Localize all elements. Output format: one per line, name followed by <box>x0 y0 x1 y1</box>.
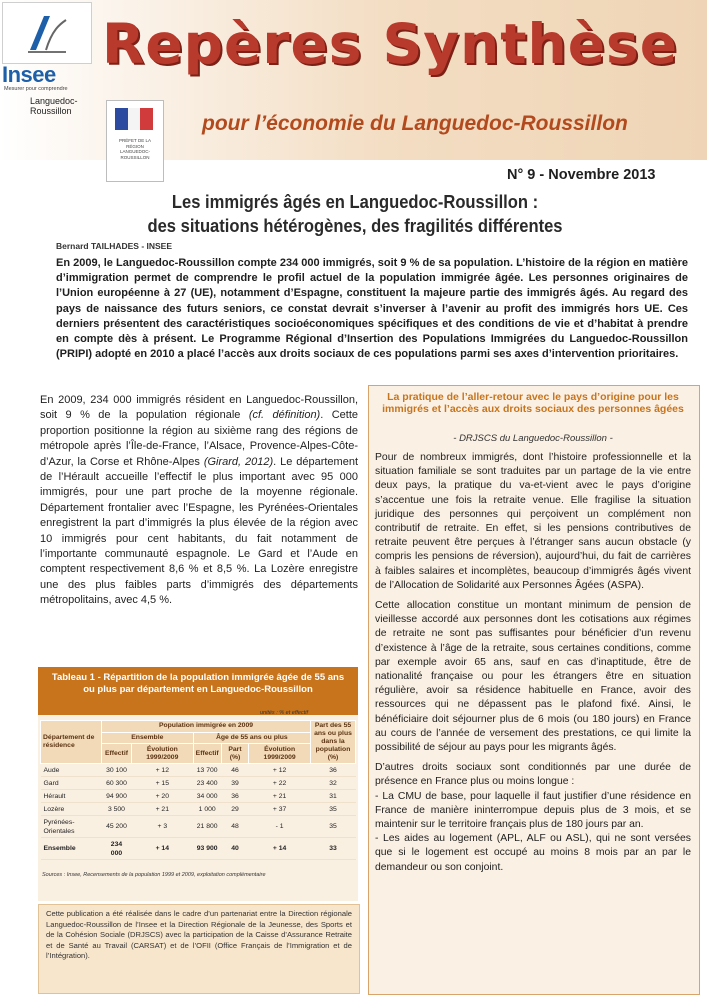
marianne-flag-icon <box>115 108 153 130</box>
table-row <box>41 764 356 777</box>
sidebar-paragraph: Pour de nombreux immigrés, dont l’histoire professionnelle et la situation familiale se sont traduites par un partage de la vie entre deux pays, la pratique du va-et-vient avec le pays d’origine s’accentue une fois la retraite venue. Elle fragilise la situation juridique des personnes qui perçoivent un complément non contributif de retraite. En effet, si les pensions contributives de retraite peuvent être perçues à l’étranger sans aucun obstacle (y compris les pensions de réversion), aujourd’hui, du fait de carrières à faibles salaires et incomplètes, beaucoup d’immigrés âgés vivent de l’Allocation de Solidarité aux Personnes Âgées (ASPA). <box>375 452 691 591</box>
cell-effectif-55: 1 000 <box>193 803 221 816</box>
article-lead: En 2009, le Languedoc-Roussillon compte 234 000 immigrés, soit 9 % de sa population. L’histoire de la région en matière d’immigration permet de comprendre le profil actuel de la population immigrée âgée. Les personnes originaires de l’Union européenne à 27 (UE), notamment d’Espagne, constituent la majeure partie des immigrés âgés. Au regard des pays de naissance des futurs seniors, ce constat devrait s’inverser à l’avenir au profit des immigrés hors UE. Ces derniers présentent des caractéristiques socioéconomiques spécifiques et des conditions de vie et d’habitat à prendre en compte dès à présent. Le Programme Régional d’Insertion des Populations Immigrées du Languedoc-Roussillon (PRIPI) adopté en 2010 a placé l’accès aux droits sociaux de ces populations parmi ses axes d’intervention prioritaires. <box>56 257 688 361</box>
cell-part-pop: 36 <box>311 764 356 777</box>
cell-effectif: 60 300 <box>102 777 132 790</box>
partnership-text: Cette publication a été réalisée dans le cadre d’un partenariat entre la Direction régionale Languedoc-Roussillon de l’Insee et la Direction Régionale de la Jeunesse, des Sports et de la Cohésion Sociale (DRJSCS) avec la participation de la Caisse d’Assurance Retraite et de Santé au Travail (CARSAT) et de l’OFII (Office Français de l’Immigration et de l’Intégration). <box>46 909 352 960</box>
sidebar-paragraph: - Les aides au logement (APL, ALF ou ASL), qui ne sont versées que si le logement est occupé au moins 8 mois par an par le demandeur ou son conjoint. <box>375 833 691 873</box>
cell-part: 48 <box>221 816 249 838</box>
cell-effectif-55: 13 700 <box>193 764 221 777</box>
col-header-ensemble: Ensemble <box>102 732 194 744</box>
cell-effectif: 3 500 <box>102 803 132 816</box>
publication-subtitle: pour l’économie du Languedoc-Roussillon <box>202 112 628 135</box>
cell-dept: Pyrénées-Orientales <box>41 816 102 838</box>
table-unit: unités : % et effectif <box>260 710 308 716</box>
col-header-effectif-55: Effectif <box>193 744 221 764</box>
cell-evolution-55: + 12 <box>249 764 311 777</box>
cell-part: 39 <box>221 777 249 790</box>
sidebar-paragraph: D’autres droits sociaux sont conditionnés par une durée de présence en France plus ou moins longue : <box>375 762 691 788</box>
table-row <box>41 803 356 816</box>
cell-evolution-55: + 21 <box>249 790 311 803</box>
col-header-part-pop: Part des 55 ans ou plus dans la population (%) <box>311 721 356 764</box>
cell-evolution-55: - 1 <box>249 816 311 838</box>
body-text-part: En 2009, 234 000 immigrés résident en Languedoc-Roussillon, soit 9 % de la population régionale <box>40 394 358 422</box>
cell-effectif: 94 900 <box>102 790 132 803</box>
article-author: Bernard TAILHADES - INSEE <box>56 241 173 251</box>
body-reference: (cf. définition) <box>248 409 321 422</box>
sidebar-title: La pratique de l’aller-retour avec le pays d’origine pour les immigrés et l’accès aux droits sociaux des personnes âgées <box>382 391 684 416</box>
col-header-population: Population immigrée en 2009 <box>102 721 311 733</box>
table-row <box>41 816 356 838</box>
cell-part-pop: 31 <box>311 790 356 803</box>
col-header-evolution-55: Évolution 1999/2009 <box>249 744 311 764</box>
cell-part-pop: 33 <box>311 838 356 860</box>
cell-part: 40 <box>221 838 249 860</box>
cell-dept: Gard <box>41 777 102 790</box>
cell-dept: Lozère <box>41 803 102 816</box>
sidebar-paragraph: Cette allocation constitue un montant minimum de pension de vieillesse accordé aux personnes dont les cotisations aux régimes de retraite ne sont pas suffisantes pour bénéficier d’un revenu d’existence à l’âge de la retraite, sous certaines conditions, comme par exemple avoir 65 ans, sauf en cas d’inaptitude, être de nationalité française ou pour les étrangers être en situation régulière, avoir sa résidence habituelle en France, avoir des ressources qui ne dépassent pas le plafond fixé. Ainsi, le bénéficiaire doit séjourner plus de 6 mois (ou 180 jours) en France au cours de l’année de versement des prestations, ce qui limite la possibilité de séjour au pays pour les migrants âgés. <box>375 600 691 754</box>
cell-evolution: + 12 <box>131 764 193 777</box>
cell-dept: Aude <box>41 764 102 777</box>
cell-part-pop: 35 <box>311 816 356 838</box>
cell-evolution: + 20 <box>131 790 193 803</box>
cell-evolution: + 15 <box>131 777 193 790</box>
body-text-part: . Cette proportion positionne la région au sixième rang des régions de métropole après l’Île-de-France, l’Alsace, Provence-Alpes-Côte-d’Azur, la Corse et Rhône-Alpes <box>40 409 359 468</box>
cell-part-pop: 35 <box>311 803 356 816</box>
article-title <box>40 190 670 238</box>
table-source: Sources : Insee, Recensements de la population 1999 et 2009, exploitation complémentaire <box>42 872 266 878</box>
cell-effectif-55: 93 900 <box>193 838 221 860</box>
body-text-part: . Le département de l’Hérault accueille l’effectif le plus important avec 95 000 immigrés, pour une part proche de la moyenne régionale. Département frontalier avec l’Espagne, les Pyrénées-Orientales enregistrent la part d’immigrés la plus élevée de la région avec 10 immigrés pour cent habitants, du fait notamment de l’importante communauté espagnole. Le Gard et l’Aude en comptent respectivement 8,6 % et 8,5 %. La Lozère enregistre une des plus faibles parts d’immigrés des départements métropolitains, avec 4,5 %. <box>40 455 358 607</box>
issue-number: N° 9 - Novembre 2013 <box>507 167 656 183</box>
cell-evolution-55: + 14 <box>249 838 311 860</box>
cell-evolution: + 14 <box>131 838 193 860</box>
col-header-dept: Département de résidence <box>41 721 102 764</box>
insee-logo-tagline: Mesurer pour comprendre <box>4 86 68 92</box>
cell-evolution: + 21 <box>131 803 193 816</box>
insee-logo-region: Languedoc- Roussillon <box>30 96 78 116</box>
cell-effectif-55: 34 000 <box>193 790 221 803</box>
publication-title: Repères Synthèse <box>102 12 679 76</box>
population-table <box>40 720 356 860</box>
cell-evolution: + 3 <box>131 816 193 838</box>
cell-evolution-55: + 22 <box>249 777 311 790</box>
cell-effectif: 45 200 <box>102 816 132 838</box>
table-row <box>41 790 356 803</box>
cell-evolution-55: + 37 <box>249 803 311 816</box>
insee-logo-text: Insee <box>2 62 56 87</box>
col-header-evolution: Évolution 1999/2009 <box>131 744 193 764</box>
col-header-part: Part (%) <box>221 744 249 764</box>
table-title: Tableau 1 - Répartition de la population immigrée âgée de 55 ans ou plus par département en Languedoc-Roussillon <box>51 672 345 695</box>
article-title-line-1: Les immigrés âgés en Languedoc-Roussillon : <box>171 192 539 212</box>
table-total-row <box>41 838 356 860</box>
cell-dept: Hérault <box>41 790 102 803</box>
article-title-line-2: des situations hétérogènes, des fragilités différentes <box>147 216 563 236</box>
cell-part: 46 <box>221 764 249 777</box>
cell-part: 29 <box>221 803 249 816</box>
sidebar-author: - DRJSCS du Languedoc-Roussillon - <box>453 433 613 444</box>
sidebar-body <box>375 451 691 881</box>
cell-effectif: 30 100 <box>102 764 132 777</box>
cell-dept: Ensemble <box>41 838 102 860</box>
cell-effectif-55: 23 400 <box>193 777 221 790</box>
cell-part-pop: 32 <box>311 777 356 790</box>
col-header-effectif: Effectif <box>102 744 132 764</box>
insee-logo-icon <box>26 10 68 56</box>
prefecture-logo-text: PRÉFET DE LA RÉGION LANGUEDOC-ROUSSILLON <box>119 138 151 160</box>
cell-effectif-55: 21 800 <box>193 816 221 838</box>
body-reference: (Girard, 2012) <box>203 455 274 468</box>
sidebar-paragraph: - La CMU de base, pour laquelle il faut justifier d’une résidence en France de manière ininterrompue depuis plus de 3 mois, et se maintenir sur le territoire français plus de 180 jours par an. <box>375 790 691 831</box>
cell-effectif: 234 000 <box>102 838 132 860</box>
cell-part: 36 <box>221 790 249 803</box>
table-row <box>41 777 356 790</box>
col-header-age: Âge de 55 ans ou plus <box>193 732 310 744</box>
article-body <box>40 393 358 609</box>
